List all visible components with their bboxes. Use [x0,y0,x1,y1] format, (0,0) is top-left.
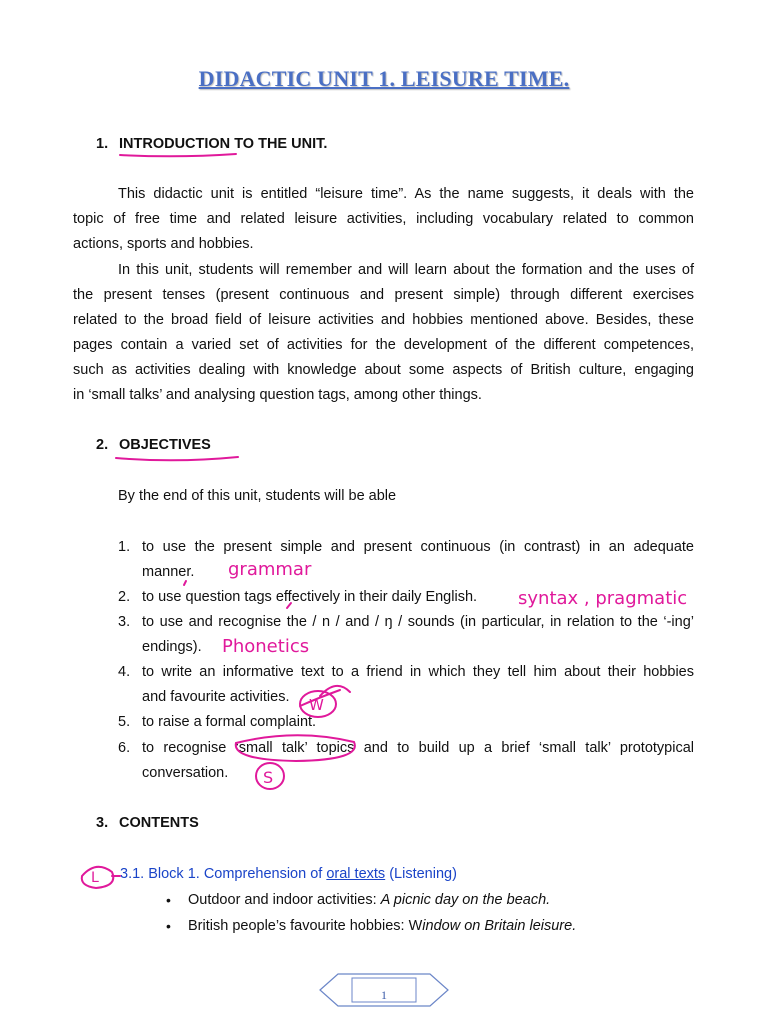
objective-number: 1. [118,539,131,555]
bullet-text: Outdoor and indoor activities: [188,892,381,908]
objective-line: to use and recognise the / n / and / ŋ / sounds (in particular, in relation to the ‘-ing’ [142,614,694,630]
underline-introduction-stroke [120,154,236,156]
objective-number: 4. [118,664,131,680]
intro-line: pages contain a varied set of activities for the development of the different competences, [73,337,694,353]
bullet-item [188,892,550,908]
page-number: 1 [381,988,387,1002]
handwritten-w: W [309,696,324,714]
block-heading-part: (Listening) [385,866,457,882]
intro-line: in ‘small talks’ and analysing question tags, among other things. [73,387,482,403]
objective-number: 2. [118,589,131,605]
section-number: 1. [96,136,109,152]
page-title: DIDACTIC UNIT 1. LEISURE TIME. [198,66,570,91]
circle-l-stroke [82,867,114,888]
objective-line: to raise a formal complaint. [142,714,317,730]
bullet-icon: • [166,892,171,908]
section-title: CONTENTS [119,815,199,831]
objective-line: to use question tags effectively in their daily English. [142,589,478,605]
bullet-text: British people’s favourite hobbies: W [188,918,423,934]
handwritten-grammar: grammar [228,559,312,580]
objective-line: to use the present simple and present continuous (in contrast) in an adequate [142,539,694,555]
intro-line: related to the broad field of leisure activities and hobbies mentioned above. Besides, these [73,312,694,328]
handwritten-l: L [91,870,99,886]
bullet-item [188,918,576,934]
objective-number: 6. [118,740,131,756]
intro-line: topic of free time and related leisure activities, including vocabulary related to common [73,211,694,227]
objective-number: 5. [118,714,131,730]
intro-line: This didactic unit is entitled “leisure time”. As the name suggests, it deals with the [118,186,694,202]
intro-line: the present tenses (present continuous and present simple) through different exercises [73,287,694,303]
objective-line: conversation. [142,765,229,781]
objective-line: endings). [142,639,202,655]
handwritten-s: S [263,768,274,787]
section-number: 2. [96,437,109,453]
block-heading [120,866,457,882]
underline-objectives-stroke [116,457,238,460]
intro-line: actions, sports and hobbies. [73,236,254,252]
section-title-part: TO THE UNIT. [230,136,328,152]
section-title: OBJECTIVES [119,437,211,453]
block-heading-part: oral texts [326,866,386,882]
tick-mark-stroke [184,581,186,585]
objective-line: manner. [142,564,195,580]
intro-line: In this unit, students will remember and will learn about the formation and the uses of [118,262,694,278]
section-title-part: INTRODUCTION [119,136,231,152]
block-heading-part: 3.1. Block 1. Comprehension of [120,866,327,882]
handwritten-syntax-pragmatic: syntax , pragmatic [518,588,688,609]
handwritten-phonetics: Phonetics [222,636,310,657]
bullet-icon: • [166,918,171,934]
intro-line: such as activities dealing with knowledge about some aspects of British culture, engaging [73,362,694,378]
objectives-lead: By the end of this unit, students will be able [118,488,397,504]
objective-line: and favourite activities. [142,689,290,705]
bullet-text-italic: A picnic day on the beach. [380,892,551,908]
section-number: 3. [96,815,109,831]
objective-number: 3. [118,614,131,630]
bullet-text-italic: indow on Britain leisure. [422,918,577,934]
objective-line: to write an informative text to a friend in which they tell him about their hobbies [142,664,694,680]
section-title [119,136,327,152]
objective-line: to recognise ‘small talk’ topics and to build up a brief ‘small talk’ prototypical [142,740,694,756]
